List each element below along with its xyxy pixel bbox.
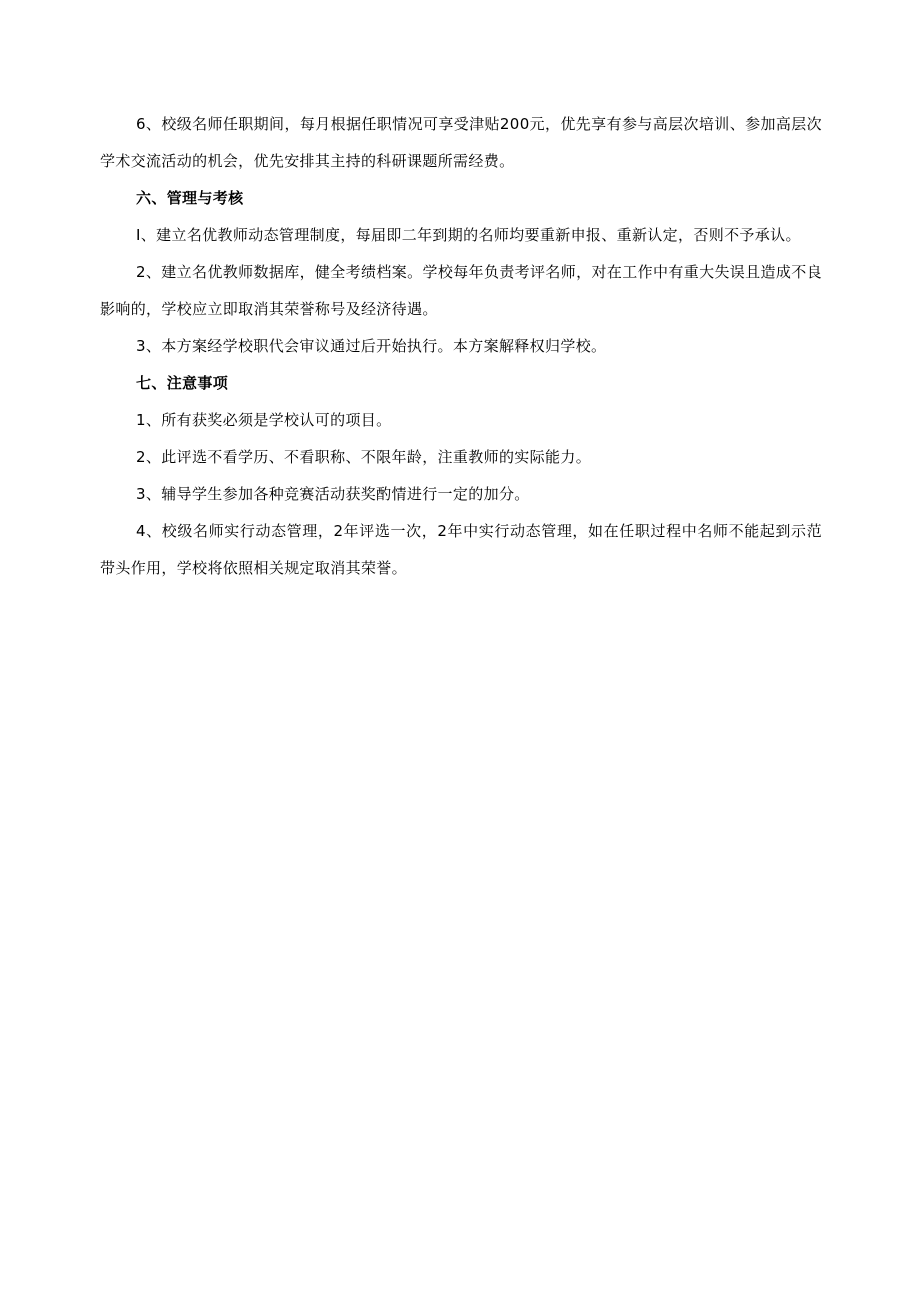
- paragraph-database: 2、建立名优教师数据库，健全考绩档案。学校每年负责考评名师，对在工作中有重大失误且造成不良影响的，学校应立即取消其荣誉称号及经济待遇。: [100, 263, 822, 318]
- paragraph-note-bonus: 3、辅导学生参加各种竞赛活动获奖酌情进行一定的加分。: [136, 485, 530, 503]
- paragraph-note-criteria: 2、此评选不看学历、不看职称、不限年龄，注重教师的实际能力。: [136, 448, 592, 466]
- paragraph-note-dynamic: 4、校级名师实行动态管理，2年评选一次，2年中实行动态管理，如在任职过程中名师不能起到示范带头作用，学校将依照相关规定取消其荣誉。: [100, 522, 822, 577]
- paragraph-dynamic-management: I、建立名优教师动态管理制度，每届即二年到期的名师均要重新申报、重新认定，否则不予承认。: [136, 226, 801, 244]
- paragraph-execution: 3、本方案经学校职代会审议通过后开始执行。本方案解释权归学校。: [136, 337, 607, 355]
- paragraph-allowance: 6、校级名师任职期间，每月根据任职情况可享受津贴200元，优先享有参与高层次培训、参加高层次学术交流活动的机会，优先安排其主持的科研课题所需经费。: [100, 115, 822, 170]
- section-heading-management: 六、管理与考核: [136, 189, 244, 207]
- paragraph-note-awards: 1、所有获奖必须是学校认可的项目。: [136, 411, 392, 429]
- document-body: [100, 106, 822, 587]
- section-heading-notes: 七、注意事项: [136, 374, 229, 392]
